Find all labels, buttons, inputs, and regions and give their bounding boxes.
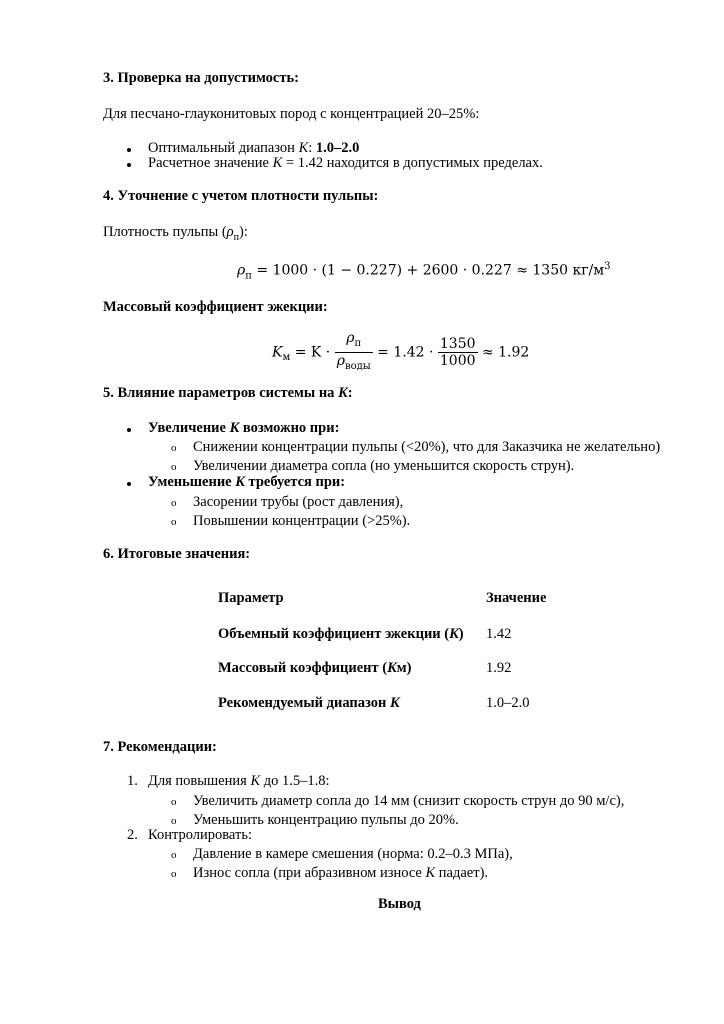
sub-bullet-circle: o: [171, 442, 177, 454]
table-row-param: Рекомендуемый диапазон K: [218, 695, 400, 711]
sub-bullet-circle: o: [171, 868, 177, 880]
bullet-dot: [127, 482, 131, 486]
list-number: 1.: [127, 773, 138, 789]
table-row-param: Объемный коэффициент эжекции (K): [218, 626, 464, 642]
increase-k-item-2: Увеличении диаметра сопла (но уменьшится скорость струн).: [193, 458, 575, 474]
conclusion-heading: Вывод: [378, 896, 421, 912]
sub-bullet-circle: o: [171, 497, 177, 509]
density-equation: $\rho_п = 1000 \cdot (1 - 0.227) + 2600 \cdot 0.227 \approx 1350$ $кг/м^3$: [237, 261, 611, 282]
recommendation-2b: Износ сопла (при абразивном износе K падает).: [193, 865, 489, 881]
bullet-optimal-range: Оптимальный диапазон K: 1.0–2.0: [148, 140, 360, 156]
recommendation-2: Контролировать:: [148, 827, 252, 843]
increase-k-heading: Увеличение K возможно при:: [148, 420, 340, 436]
section-4-heading: 4. Уточнение с учетом плотности пульпы:: [103, 188, 379, 204]
section-3-intro: Для песчано-глауконитовых пород с концентрацией 20–25%:: [103, 106, 480, 122]
table-row-param: Массовый коэффициент (Kм): [218, 660, 412, 676]
sub-bullet-circle: o: [171, 516, 177, 528]
sub-bullet-circle: o: [171, 461, 177, 473]
decrease-k-item-1: Засорении трубы (рост давления),: [193, 494, 404, 510]
table-header-value: Значение: [486, 590, 547, 606]
table-row-value: 1.42: [486, 626, 512, 642]
table-header-parameter: Параметр: [218, 590, 284, 606]
section-7-heading: 7. Рекомендации:: [103, 739, 217, 755]
bullet-dot: [127, 148, 131, 152]
sub-bullet-circle: o: [171, 815, 177, 827]
mass-coefficient-heading: Массовый коэффициент эжекции:: [103, 299, 328, 315]
table-row-value: 1.0–2.0: [486, 695, 530, 711]
sub-bullet-circle: o: [171, 796, 177, 808]
table-row-value: 1.92: [486, 660, 512, 676]
recommendation-1: Для повышения K до 1.5–1.8:: [148, 773, 330, 789]
bullet-calculated-value: Расчетное значение K = 1.42 находится в допустимых пределах.: [148, 155, 543, 171]
mass-coefficient-equation: $K_м = K$ · $\frac{\rho_п}{\rho_{воды}}$ = 1.42 · $\frac{1350}{1000}$ ≈ 1.92: [272, 330, 530, 372]
recommendation-1a: Увеличить диаметр сопла до 14 мм (снизит скорость струн до 90 м/с),: [193, 793, 625, 809]
bullet-dot: [127, 428, 131, 432]
bullet-dot: [127, 163, 131, 167]
sub-bullet-circle: o: [171, 849, 177, 861]
pulp-density-label: Плотность пульпы $(\rho_п)$:: [103, 224, 248, 243]
increase-k-item-1: Снижении концентрации пульпы (<20%), что для Заказчика не желательно): [193, 439, 661, 455]
list-number: 2.: [127, 827, 138, 843]
section-6-heading: 6. Итоговые значения:: [103, 546, 251, 562]
section-3-heading: 3. Проверка на допустимость:: [103, 70, 299, 86]
decrease-k-heading: Уменьшение K требуется при:: [148, 474, 346, 490]
recommendation-2a: Давление в камере смешения (норма: 0.2–0.3 МПа),: [193, 846, 513, 862]
decrease-k-item-2: Повышении концентрации (>25%).: [193, 513, 411, 529]
recommendation-1b: Уменьшить концентрацию пульпы до 20%.: [193, 812, 459, 828]
section-5-heading: 5. Влияние параметров системы на K:: [103, 385, 353, 401]
